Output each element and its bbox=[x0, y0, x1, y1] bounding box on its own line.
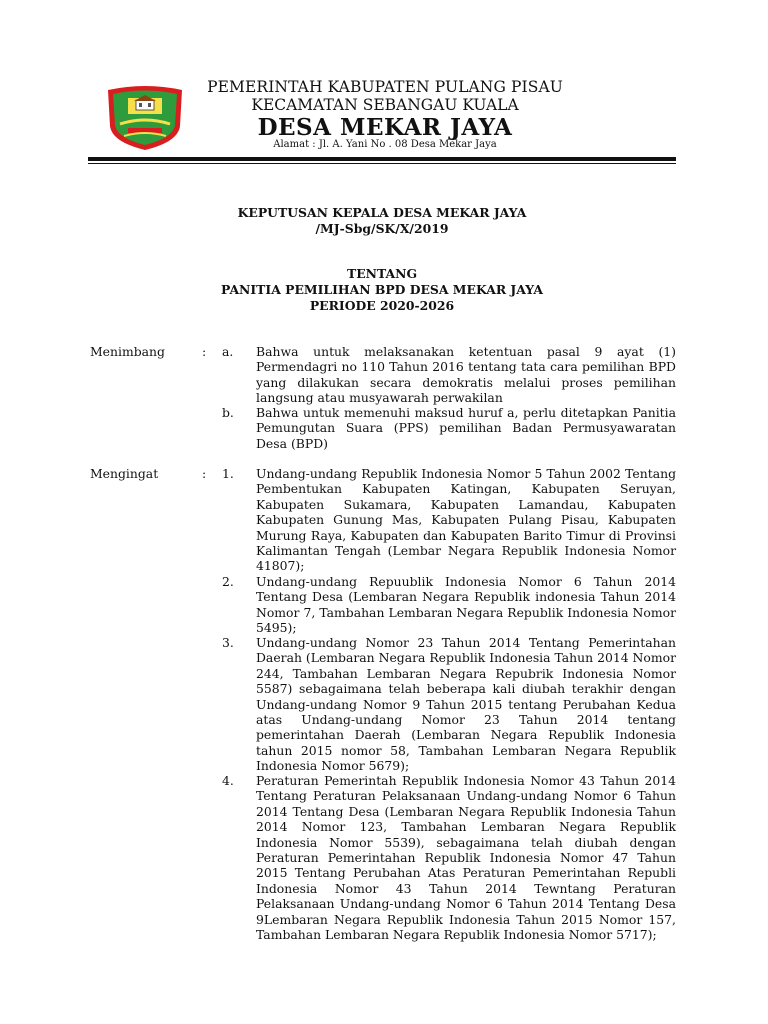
subject-heading: TENTANG bbox=[346, 266, 418, 281]
decree-title: KEPUTUSAN KEPALA DESA MEKAR JAYA bbox=[237, 205, 527, 220]
list-marker: b. bbox=[222, 405, 234, 420]
letterhead-village: DESA MEKAR JAYA bbox=[257, 114, 513, 141]
letterhead-divider bbox=[88, 157, 676, 161]
list-marker: 3. bbox=[222, 635, 234, 650]
list-marker: 4. bbox=[222, 773, 234, 788]
section-colon: : bbox=[202, 344, 207, 359]
subject-line-1: PANITIA PEMILIHAN BPD DESA MEKAR JAYA bbox=[221, 282, 543, 297]
list-item: Bahwa untuk memenuhi maksud huruf a, perlu ditetapkan Panitia Pemungutan Suara (PPS) pemilihan Badan Permusyawaratan Desa (BPD) bbox=[256, 405, 676, 451]
letterhead-divider-thin bbox=[88, 163, 676, 164]
list-item: Bahwa untuk melaksanakan ketentuan pasal 9 ayat (1) Permendagri no 110 Tahun 2016 tentang tata cara pemilihan BPD yang dilakukan secara demokratis melalui proses pemilihan langsung atau musyawarah perwakilan bbox=[256, 344, 676, 406]
list-item: Undang-undang Nomor 23 Tahun 2014 Tentang Pemerintahan Daerah (Lembaran Negara Republik Indonesia Tahun 2014 Nomor 244, Tambahan Lembaran Negara Repubrik Indonesia Nomor 5587) sebagaimana telah beberapa kali diubah terakhir dengan Undang-undang Nomor 9 Tahun 2015 tentang Perubahan Kedua atas Undang-undang Nomor 23 Tahun 2014 tentang pemerintahan Daerah (Lembaran Negara Republik Indonesia tahun 2015 nomor 58, Tambahan Lembaran Negara Republik Indonesia Nomor 5679); bbox=[256, 635, 676, 774]
list-item: Undang-undang Republik Indonesia Nomor 5 Tahun 2002 Tentang Pembentukan Kabupaten Katingan, Kabupaten Seruyan, Kabupaten Sukamara, Kabupaten Lamandau, Kabupaten Kabupaten Gunung Mas, Kabupaten Pulang Pisau, Kabupaten Murung Raya, Kabupaten dan Kabupaten Barito Timur di Provinsi Kalimantan Tengah (Lembar Negara Republik Indonesia Nomor 41807); bbox=[256, 466, 676, 574]
section-colon: : bbox=[202, 466, 207, 481]
decree-number: /MJ-Sbg/SK/X/2019 bbox=[315, 221, 449, 236]
letterhead-government: PEMERINTAH KABUPATEN PULANG PISAU bbox=[207, 78, 563, 96]
subject-line-2: PERIODE 2020-2026 bbox=[309, 298, 455, 313]
list-marker: 1. bbox=[222, 466, 234, 481]
letterhead-district: KECAMATAN SEBANGAU KUALA bbox=[251, 96, 519, 114]
regency-emblem-logo bbox=[104, 84, 186, 152]
list-marker: a. bbox=[222, 344, 234, 359]
list-marker: 2. bbox=[222, 574, 234, 589]
section-label-mengingat: Mengingat bbox=[90, 466, 159, 481]
list-item: Undang-undang Repuublik Indonesia Nomor 6 Tahun 2014 Tentang Desa (Lembaran Negara Republik indonesia Tahun 2014 Nomor 7, Tambahan Lembaran Negara Republik Indonesia Nomor 5495); bbox=[256, 574, 676, 636]
list-item: Peraturan Pemerintah Republik Indonesia Nomor 43 Tahun 2014 Tentang Peraturan Pelaksanaan Undang-undang Nomor 6 Tahun 2014 Tentang Desa (Lembaran Negara Republik Indonesia Tahun 2014 Nomor 123, Tambahan Lembaran Negara Republik Indonesia Nomor 5539), sebagaimana telah diubah dengan Peraturan Pemerintahan Republik Indonesia Nomor 47 Tahun 2015 Tentang Perubahan Atas Peraturan Pemerintahan Republi Indonesia Nomor 43 Tahun 2014 Tewntang Peraturan Pelaksanaan Undang-undang Nomor 6 Tahun 2014 Tentang Desa 9Lembaran Negara Republik Indonesia Tahun 2015 Nomor 157, Tambahan Lembaran Negara Republik Indonesia Nomor 5717); bbox=[256, 773, 676, 943]
letterhead-address: Alamat : Jl. A. Yani No . 08 Desa Mekar Jaya bbox=[273, 139, 497, 150]
section-label-menimbang: Menimbang bbox=[90, 344, 165, 359]
